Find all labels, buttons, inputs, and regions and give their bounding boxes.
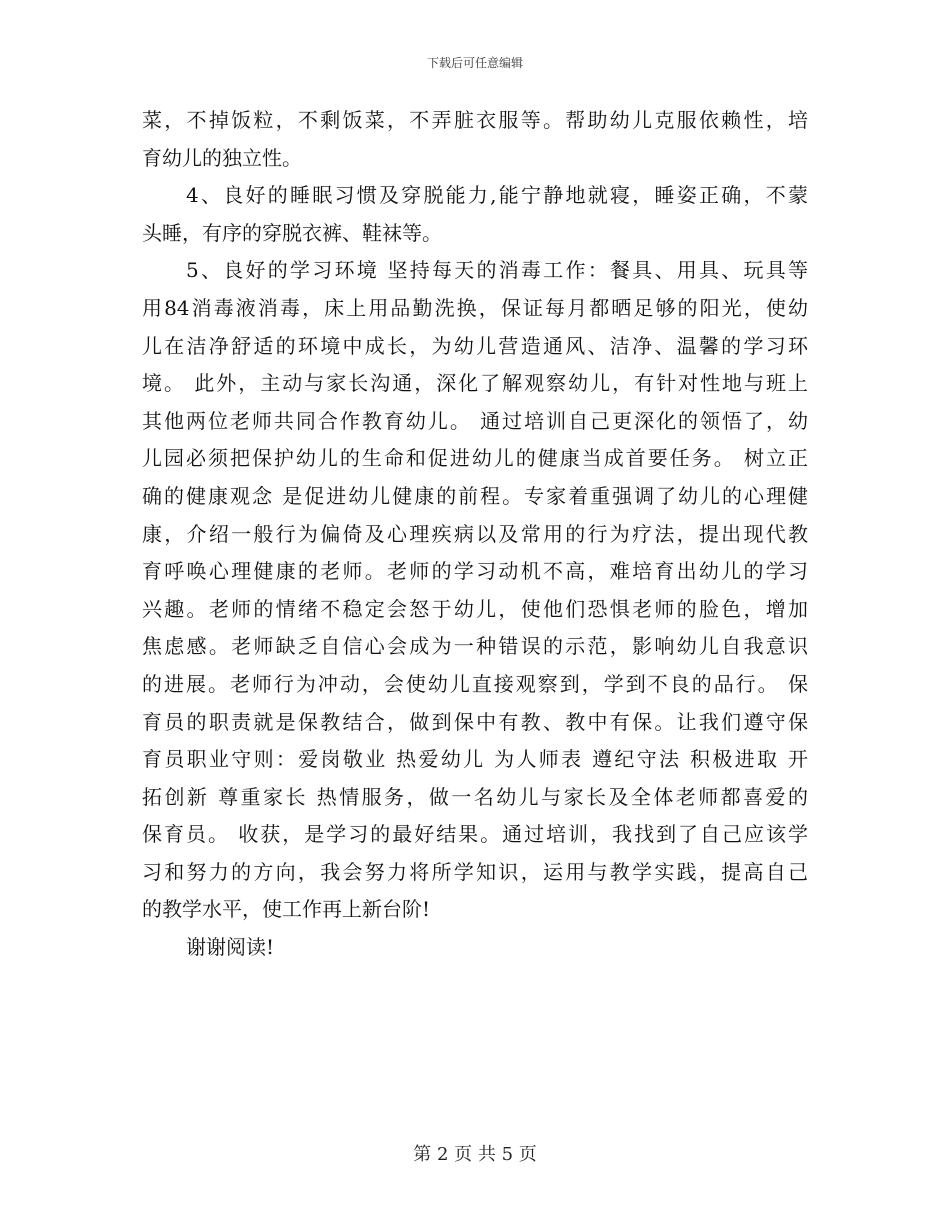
body-line: 头睡，有序的穿脱衣裤、鞋袜等。	[142, 220, 442, 245]
body-line: 其他两位老师共同合作教育幼儿。 通过培训自己更深化的领悟了，幼	[142, 408, 808, 433]
body-line: 儿园必须把保护幼儿的生命和促进幼儿的健康当成首要任务。 树立正	[142, 446, 808, 471]
body-line: 拓创新 尊重家长 热情服务，做一名幼儿与家长及全体老师都喜爱的	[142, 784, 808, 809]
body-line: 育员的职责就是保教结合，做到保中有教、教中有保。让我们遵守保	[142, 709, 808, 734]
body-line: 的教学水平，使工作再上新台阶!	[142, 897, 431, 922]
body-line: 确的健康观念 是促进幼儿健康的前程。专家着重强调了幼儿的心理健	[142, 483, 808, 508]
body-line: 焦虑感。老师缺乏自信心会成为一种错误的示范，影响幼儿自我意识	[142, 634, 808, 659]
body-line-closing: 谢谢阅读!	[186, 935, 275, 960]
body-line: 的进展。老师行为冲动，会使幼儿直接观察到，学到不良的品行。 保	[142, 671, 808, 696]
document-body	[142, 102, 808, 967]
body-line: 5、良好的学习环境 坚持每天的消毒工作：餐具、用具、玩具等	[186, 258, 808, 283]
body-line: 育幼儿的独立性。	[142, 145, 302, 170]
body-line: 菜，不掉饭粒，不剩饭菜，不弄脏衣服等。帮助幼儿克服依赖性，培	[142, 108, 808, 132]
body-line: 兴趣。老师的情绪不稳定会怒于幼儿，使他们恐惧老师的脸色，增加	[142, 596, 808, 621]
body-line: 境。 此外，主动与家长沟通，深化了解观察幼儿，有针对性地与班上	[142, 371, 808, 396]
body-line: 康，介绍一般行为偏倚及心理疾病以及常用的行为疗法，提出现代教	[142, 521, 808, 546]
body-line: 习和努力的方向，我会努力将所学知识，运用与教学实践，提高自己	[142, 859, 808, 884]
page-header: 下载后可任意编辑	[426, 56, 523, 70]
body-line: 育员职业守则：爱岗敬业 热爱幼儿 为人师表 遵纪守法 积极进取 开	[142, 747, 808, 772]
page-number: 第 2 页 共 5 页	[413, 1144, 537, 1165]
body-line: 儿在洁净舒适的环境中成长，为幼儿营造通风、洁净、温馨的学习环	[142, 333, 808, 358]
body-line: 育呼唤心理健康的老师。老师的学习动机不高，难培育出幼儿的学习	[142, 559, 808, 584]
body-line: 4、良好的睡眠习惯及穿脱能力,能宁静地就寝，睡姿正确，不蒙	[186, 183, 808, 208]
body-line: 保育员。 收获，是学习的最好结果。通过培训，我找到了自己应该学	[142, 822, 808, 847]
body-line: 用84消毒液消毒，床上用品勤洗换，保证每月都晒足够的阳光，使幼	[142, 295, 808, 320]
